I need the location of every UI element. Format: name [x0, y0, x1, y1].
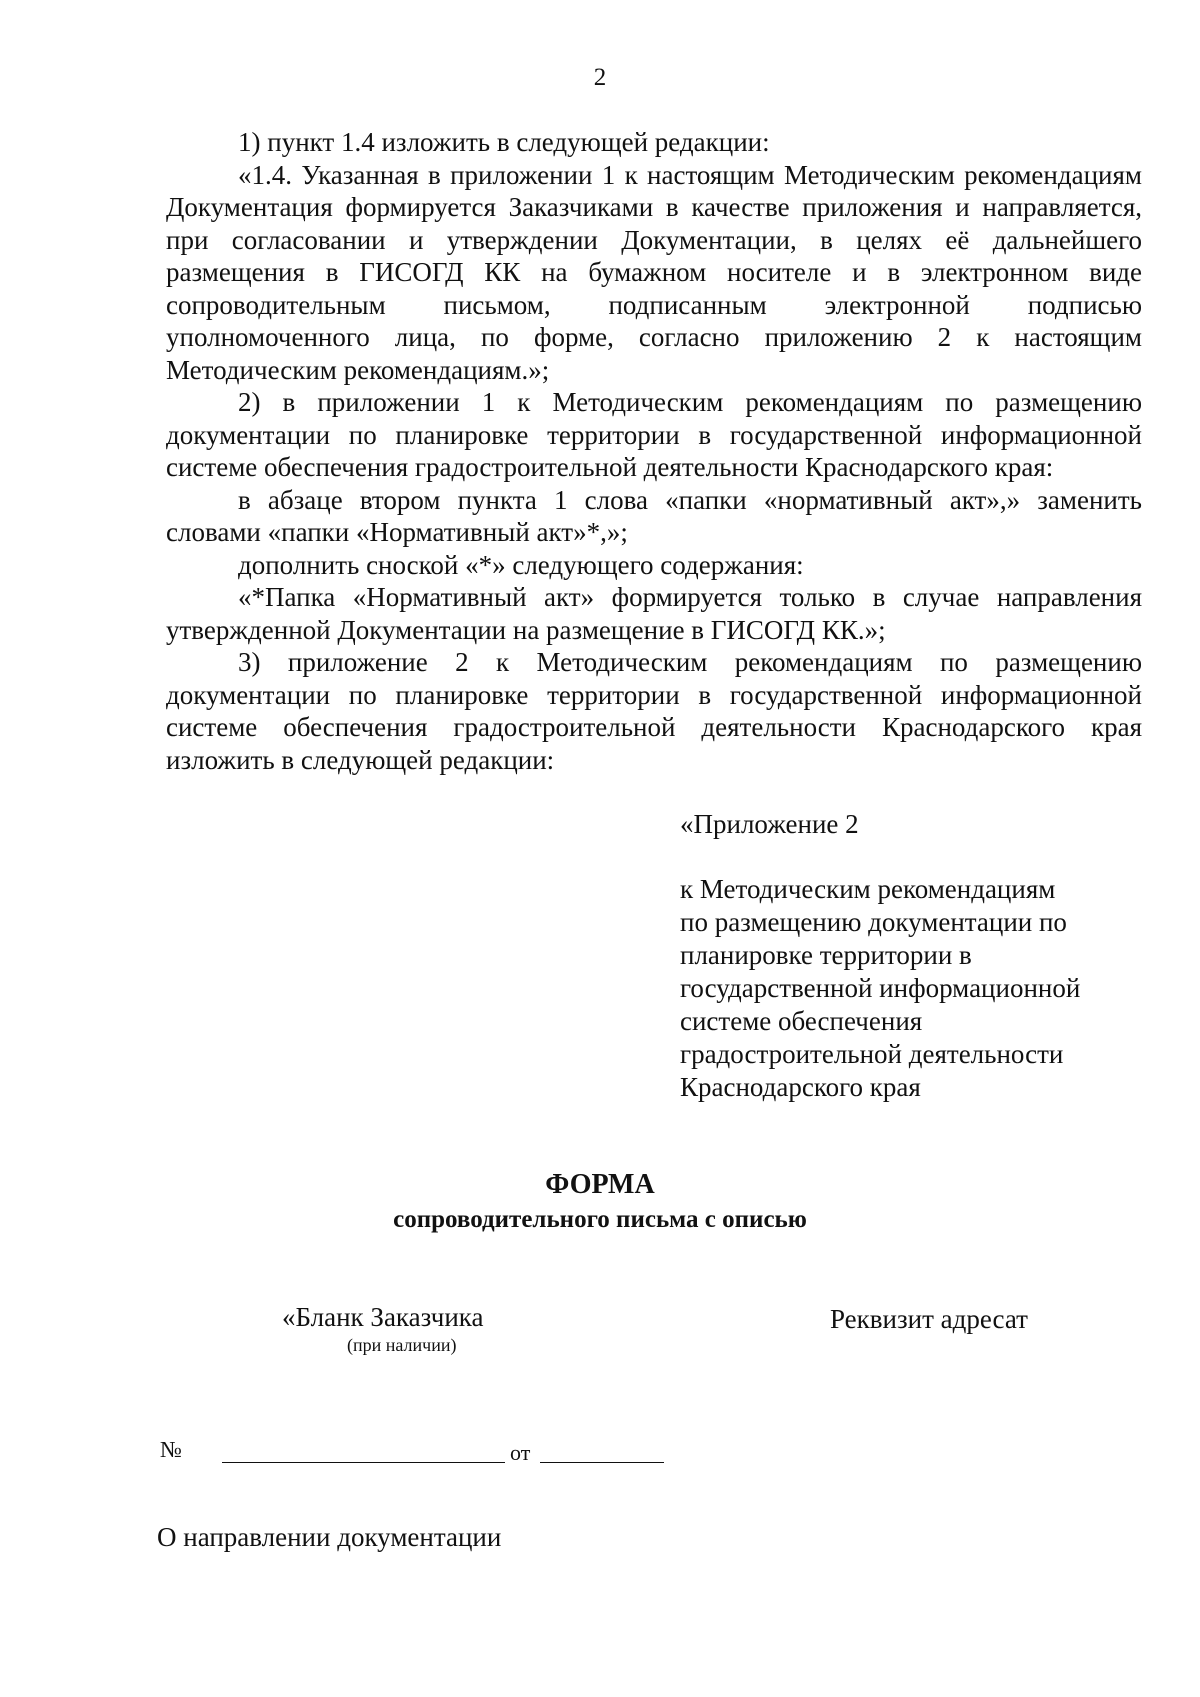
appendix-line: системе обеспечения [680, 1006, 923, 1036]
recipient-requisite: Реквизит адресат [830, 1304, 1028, 1334]
paragraph-5: дополнить сноской «*» следующего содержания: [238, 549, 804, 580]
date-from-label: от [510, 1440, 531, 1465]
number-sign: № [160, 1437, 182, 1462]
appendix-line: планировке территории в [680, 940, 972, 970]
appendix-line: по размещению документации по [680, 907, 1067, 937]
appendix-line: градостроительной деятельности [680, 1039, 1064, 1069]
paragraph-4: в абзаце втором пункта 1 слова «папки «нормативный акт»,» заменить словами «папки «Нормативный акт»*,»; [166, 484, 1142, 547]
customer-blank-note: (при наличии) [347, 1335, 457, 1355]
appendix-line: государственной информационной [680, 973, 1081, 1003]
form-title: ФОРМА [545, 1169, 655, 1200]
appendix-subtitle [680, 873, 1150, 1104]
paragraph-3: 2) в приложении 1 к Методическим рекомендациям по размещению документации по планировке территории в государственной информационной системе обеспечения градостроительной деятельности Краснодарского края: [166, 387, 1142, 482]
page-number: 2 [593, 64, 607, 91]
document-body [166, 126, 1142, 776]
paragraph-7: 3) приложение 2 к Методическим рекомендациям по размещению документации по планировке территории в государственной информационной системе обеспечения градостроительной деятельности Краснодарского края изложить в следующей редакции: [166, 647, 1142, 775]
date-blank-line [540, 1462, 664, 1463]
number-blank-line [222, 1462, 505, 1463]
paragraph-1: 1) пункт 1.4 изложить в следующей редакции: [238, 127, 770, 157]
appendix-line: к Методическим рекомендациям [680, 874, 1056, 904]
letter-subject: О направлении документации [157, 1522, 502, 1552]
form-subtitle: сопроводительного письма с описью [393, 1206, 807, 1233]
paragraph-6: «*Папка «Нормативный акт» формируется только в случае направления утвержденной Документации на размещение в ГИСОГД КК.»; [166, 582, 1142, 645]
paragraph-2: «1.4. Указанная в приложении 1 к настоящим Методическим рекомендациям Документация формируется Заказчиками в качестве приложения и направляется, при согласовании и утверждении Документации, в целях её дальнейшего размещения в ГИСОГД КК на бумажном носителе и в электронном виде сопроводительным письмом, подписанным электронной подписью уполномоченного лица, по форме, согласно приложению 2 к настоящим Методическим рекомендациям.»; [166, 159, 1142, 385]
appendix-line: Краснодарского края [680, 1072, 921, 1102]
form-heading [0, 1168, 1200, 1236]
customer-blank: «Бланк Заказчика [282, 1302, 484, 1332]
appendix-title: «Приложение 2 [680, 809, 859, 839]
letter-number-row [160, 1437, 680, 1473]
